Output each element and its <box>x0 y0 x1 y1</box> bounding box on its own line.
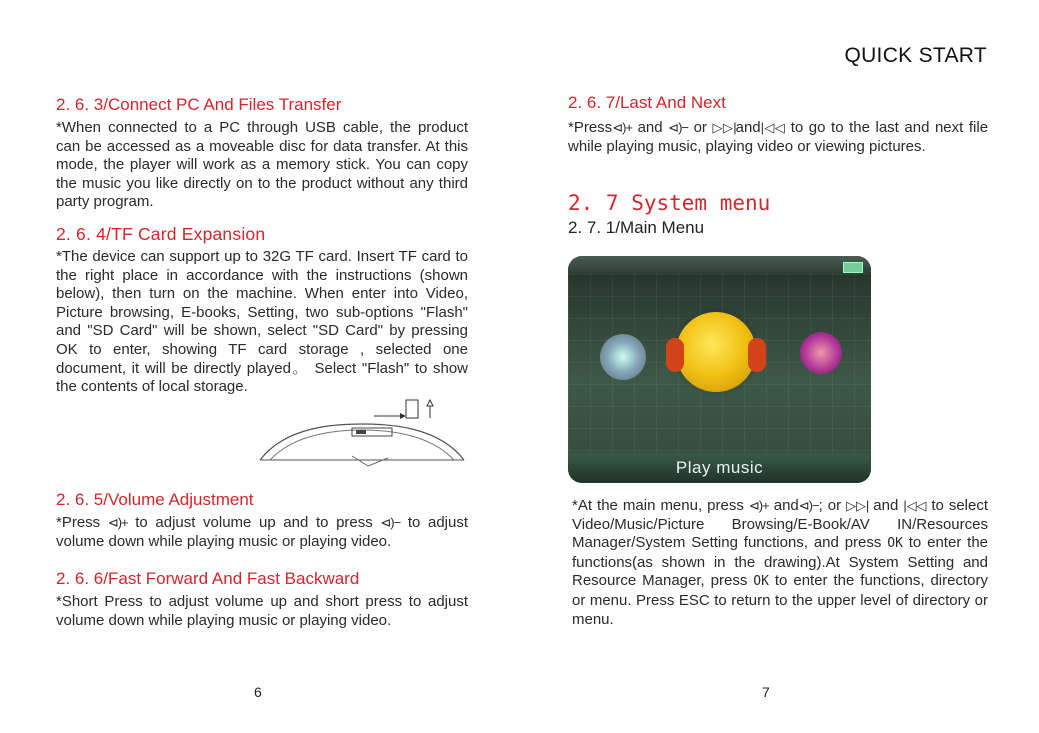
section-2-7-1-title: 2. 7. 1/Main Menu <box>568 217 705 237</box>
main-menu-body <box>572 497 988 629</box>
section-2-6-3-title: 2. 6. 3/Connect PC And Files Transfer <box>56 95 342 114</box>
next-icon: ▷▷| <box>846 498 869 513</box>
text-press: *Press <box>56 514 101 531</box>
text-and: and <box>637 119 663 136</box>
settings-icon <box>600 334 646 380</box>
text-vol-up: to adjust volume up and to press <box>135 514 373 531</box>
status-bar <box>568 256 871 274</box>
section-2-6-4-body: *The device can support up to 32G TF card. Insert TF card to the right place in accordance with the instructions (shown below), then turn on the machine. When enter into Video, Picture browsing, E-books, Setting, two sub-options "Flash" and "SD Card" will be shown, select "SD Card" by pressing OK to enter, showing TF card storage , selected one document, it will be directly played。 Select "Flash" to show the contents of local storage. <box>56 247 468 396</box>
left-column-lower <box>56 490 468 630</box>
text-main-e: to select Video/Music/Picture Browsing/E-Book/AV IN/Resources Manager/System Setting functions, and press <box>572 497 989 552</box>
text-and-2: and <box>873 497 899 514</box>
text-last-next: to go to the last and next file while playing music, playing video or viewing pictures. <box>568 119 989 155</box>
section-2-6-6-body: *Short Press to adjust volume up and short press to adjust volume down while playing music or playing video. <box>56 593 468 629</box>
ok-key-label-2: OK <box>753 574 769 590</box>
section-2-6-4-title: 2. 6. 4/TF Card Expansion <box>56 223 266 244</box>
text-press: *Press <box>568 119 613 136</box>
text-and-2: and <box>735 119 761 136</box>
music-icon <box>676 312 756 392</box>
screen-label: Play music <box>568 453 871 483</box>
volume-up-icon: ⊲)+ <box>107 515 128 530</box>
section-2-6-7-title: 2. 6. 7/Last And Next <box>568 93 726 112</box>
text-and: and <box>773 497 799 514</box>
battery-icon <box>843 262 863 273</box>
left-column <box>56 95 468 397</box>
page-number-left: 6 <box>254 684 262 700</box>
section-2-6-6-title: 2. 6. 6/Fast Forward And Fast Backward <box>56 569 360 589</box>
ok-key-label: OK <box>887 536 903 552</box>
main-menu-screenshot <box>568 256 871 483</box>
next-icon: ▷▷| <box>712 120 736 135</box>
previous-icon: |◁◁ <box>760 120 786 135</box>
section-2-6-5-title: 2. 6. 5/Volume Adjustment <box>56 490 254 509</box>
headphone-left-icon <box>666 338 684 372</box>
page-number-right: 7 <box>762 684 770 700</box>
headphone-right-icon <box>748 338 766 372</box>
volume-up-icon: ⊲)+ <box>748 498 769 513</box>
volume-down-icon: ⊲)− <box>798 498 819 513</box>
section-2-6-5-body <box>56 514 468 551</box>
section-2-7-title: 2. 7 System menu <box>568 191 771 216</box>
section-2-6-7-body <box>568 119 988 156</box>
volume-down-icon: ⊲)− <box>380 515 401 530</box>
video-icon <box>800 332 842 374</box>
volume-up-icon: ⊲)+ <box>612 120 633 135</box>
text-main-a: *At the main menu, press <box>572 497 744 514</box>
text-or: ; or <box>818 497 842 514</box>
right-column <box>568 93 988 237</box>
text-or: or <box>693 119 707 136</box>
text-vol-down: to adjust volume down while playing music or playing video. <box>56 514 468 550</box>
text-main-f: to enter the functions(as shown in the drawing).At System Setting and Resource Manager, press <box>572 534 989 590</box>
main-menu-description <box>572 497 988 629</box>
page-header: QUICK START <box>844 44 987 67</box>
volume-down-icon: ⊲)− <box>668 120 688 135</box>
text-main-g: to enter the functions, directory or menu. Press ESC to return to the upper level of directory or menu. <box>572 572 988 628</box>
section-2-6-3-body: *When connected to a PC through USB cable, the product can be accessed as a moveable disc for data transfer. At this mode, the player will work as a memory stick. You can copy the music you like directly on to the product without any third party program. <box>56 119 468 211</box>
tf-card-insert-diagram <box>256 398 468 470</box>
previous-icon: |◁◁ <box>903 498 927 513</box>
